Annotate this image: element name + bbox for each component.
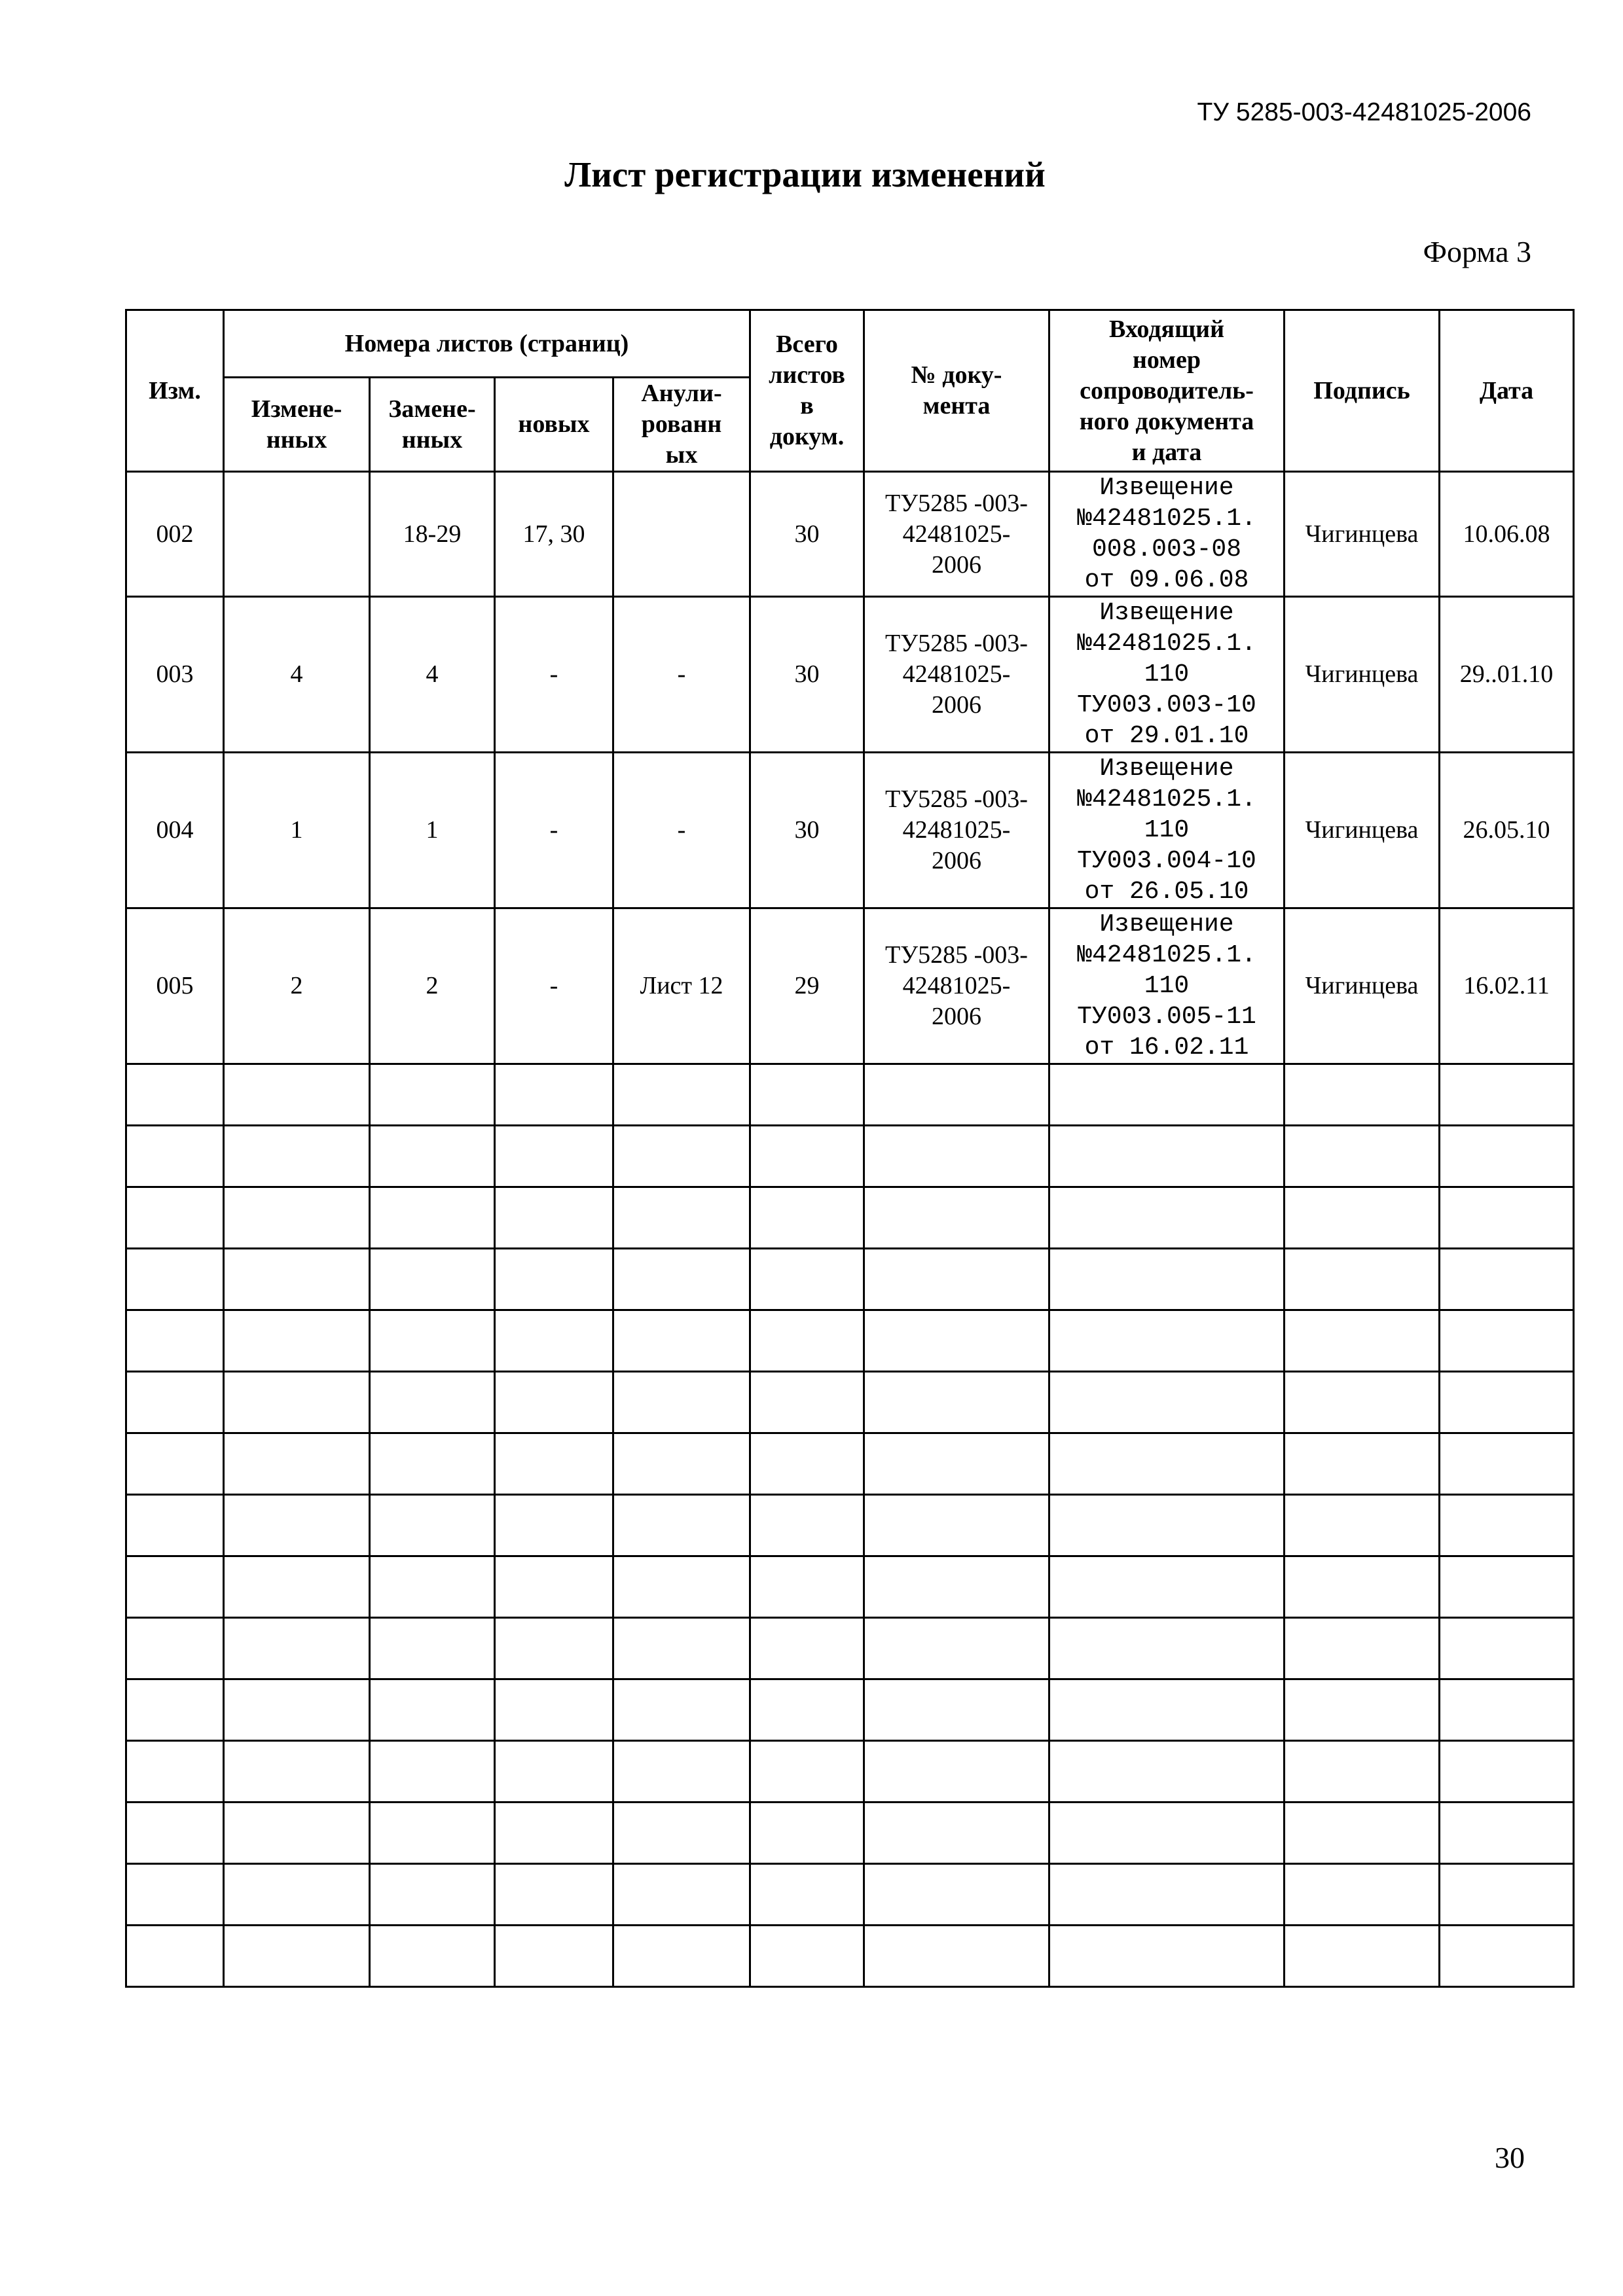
empty-cell xyxy=(370,1556,495,1618)
empty-cell xyxy=(370,1741,495,1803)
empty-cell xyxy=(613,1618,750,1679)
table-row xyxy=(126,597,1574,753)
empty-cell xyxy=(495,1495,613,1556)
empty-table-row xyxy=(126,1126,1574,1187)
empty-cell xyxy=(1285,1433,1440,1495)
empty-cell xyxy=(1285,1926,1440,1987)
empty-cell xyxy=(1440,1556,1574,1618)
cell-replaced: 2 xyxy=(370,908,495,1064)
cell-changed: 2 xyxy=(224,908,370,1064)
empty-cell xyxy=(224,1372,370,1433)
header-izm: Изм. xyxy=(126,310,224,472)
empty-cell xyxy=(1285,1310,1440,1372)
header-new: новых xyxy=(495,378,613,472)
empty-cell xyxy=(1049,1803,1285,1864)
empty-cell xyxy=(613,1803,750,1864)
cell-total: 30 xyxy=(750,472,864,597)
empty-cell xyxy=(370,1249,495,1310)
empty-cell xyxy=(224,1926,370,1987)
empty-cell xyxy=(864,1803,1049,1864)
empty-cell xyxy=(1285,1556,1440,1618)
empty-cell xyxy=(750,1864,864,1926)
empty-cell xyxy=(613,1926,750,1987)
empty-cell xyxy=(1285,1064,1440,1126)
empty-cell xyxy=(370,1126,495,1187)
empty-cell xyxy=(126,1126,224,1187)
empty-cell xyxy=(1285,1679,1440,1741)
empty-cell xyxy=(495,1372,613,1433)
empty-cell xyxy=(1049,1310,1285,1372)
empty-cell xyxy=(126,1187,224,1249)
document-code: ТУ 5285-003-42481025-2006 xyxy=(1197,98,1531,126)
empty-cell xyxy=(495,1803,613,1864)
cell-izm: 004 xyxy=(126,753,224,908)
table-row xyxy=(126,908,1574,1064)
page-number: 30 xyxy=(1495,2141,1525,2174)
empty-cell xyxy=(1049,1495,1285,1556)
empty-cell xyxy=(1285,1864,1440,1926)
empty-cell xyxy=(126,1741,224,1803)
empty-cell xyxy=(126,1433,224,1495)
empty-cell xyxy=(370,1926,495,1987)
empty-cell xyxy=(495,1433,613,1495)
empty-cell xyxy=(1285,1187,1440,1249)
empty-cell xyxy=(750,1310,864,1372)
empty-cell xyxy=(1049,1926,1285,1987)
empty-cell xyxy=(1440,1064,1574,1126)
empty-cell xyxy=(126,1618,224,1679)
empty-cell xyxy=(864,1126,1049,1187)
empty-cell xyxy=(750,1556,864,1618)
empty-table-row xyxy=(126,1741,1574,1803)
empty-cell xyxy=(224,1126,370,1187)
empty-cell xyxy=(224,1741,370,1803)
empty-cell xyxy=(370,1618,495,1679)
empty-cell xyxy=(750,1741,864,1803)
page-title-text: Лист регистрации изменений xyxy=(564,154,1046,194)
cell-new: - xyxy=(495,597,613,753)
cell-signature: Чигинцева xyxy=(1285,597,1440,753)
empty-cell xyxy=(1440,1126,1574,1187)
empty-cell xyxy=(495,1679,613,1741)
empty-cell xyxy=(1440,1433,1574,1495)
cell-changed: 4 xyxy=(224,597,370,753)
empty-table-row xyxy=(126,1310,1574,1372)
empty-cell xyxy=(1440,1926,1574,1987)
cell-date: 16.02.11 xyxy=(1440,908,1574,1064)
empty-cell xyxy=(750,1126,864,1187)
empty-cell xyxy=(750,1433,864,1495)
empty-cell xyxy=(613,1556,750,1618)
cell-incoming: Извещение №42481025.1. 110 ТУ003.003-10 от 29.01.10 xyxy=(1049,597,1285,753)
empty-cell xyxy=(864,1495,1049,1556)
empty-cell xyxy=(1049,1433,1285,1495)
cell-izm: 005 xyxy=(126,908,224,1064)
empty-cell xyxy=(495,1556,613,1618)
empty-cell xyxy=(613,1249,750,1310)
empty-cell xyxy=(224,1803,370,1864)
cell-new: - xyxy=(495,753,613,908)
header-incoming-number: Входящий номер сопроводитель- ного документа и дата xyxy=(1049,310,1285,472)
empty-cell xyxy=(1440,1495,1574,1556)
empty-cell xyxy=(1049,1679,1285,1741)
empty-cell xyxy=(1440,1803,1574,1864)
empty-cell xyxy=(864,1249,1049,1310)
empty-cell xyxy=(495,1187,613,1249)
empty-cell xyxy=(864,1372,1049,1433)
empty-cell xyxy=(613,1126,750,1187)
empty-cell xyxy=(750,1064,864,1126)
empty-table-row xyxy=(126,1433,1574,1495)
empty-cell xyxy=(1285,1126,1440,1187)
empty-cell xyxy=(495,1926,613,1987)
empty-cell xyxy=(613,1679,750,1741)
cell-annulled xyxy=(613,472,750,597)
cell-incoming: Извещение №42481025.1. 110 ТУ003.005-11 от 16.02.11 xyxy=(1049,908,1285,1064)
empty-cell xyxy=(1285,1495,1440,1556)
empty-cell xyxy=(864,1310,1049,1372)
cell-replaced: 1 xyxy=(370,753,495,908)
changes-registration-table xyxy=(125,309,1575,1988)
empty-cell xyxy=(495,1618,613,1679)
empty-table-row xyxy=(126,1064,1574,1126)
empty-cell xyxy=(126,1556,224,1618)
empty-table-row xyxy=(126,1926,1574,1987)
empty-cell xyxy=(224,1433,370,1495)
cell-incoming: Извещение №42481025.1. 008.003-08 от 09.06.08 xyxy=(1049,472,1285,597)
empty-cell xyxy=(495,1310,613,1372)
header-doc-number: № доку- мента xyxy=(864,310,1049,472)
header-date: Дата xyxy=(1440,310,1574,472)
cell-date: 10.06.08 xyxy=(1440,472,1574,597)
cell-annulled: - xyxy=(613,753,750,908)
empty-cell xyxy=(1049,1864,1285,1926)
empty-cell xyxy=(1049,1556,1285,1618)
empty-cell xyxy=(613,1310,750,1372)
form-label: Форма 3 xyxy=(1423,235,1531,268)
empty-cell xyxy=(1285,1803,1440,1864)
table-row xyxy=(126,753,1574,908)
empty-table-row xyxy=(126,1679,1574,1741)
empty-cell xyxy=(495,1064,613,1126)
empty-cell xyxy=(370,1433,495,1495)
empty-cell xyxy=(126,1679,224,1741)
cell-signature: Чигинцева xyxy=(1285,753,1440,908)
empty-cell xyxy=(613,1495,750,1556)
empty-cell xyxy=(1440,1310,1574,1372)
cell-changed xyxy=(224,472,370,597)
empty-cell xyxy=(864,1618,1049,1679)
empty-cell xyxy=(864,1926,1049,1987)
empty-cell xyxy=(750,1249,864,1310)
empty-cell xyxy=(224,1064,370,1126)
empty-cell xyxy=(1440,1741,1574,1803)
empty-cell xyxy=(1285,1618,1440,1679)
cell-signature: Чигинцева xyxy=(1285,908,1440,1064)
cell-annulled: Лист 12 xyxy=(613,908,750,1064)
empty-cell xyxy=(495,1126,613,1187)
empty-cell xyxy=(1440,1187,1574,1249)
empty-cell xyxy=(613,1372,750,1433)
empty-cell xyxy=(1049,1618,1285,1679)
empty-cell xyxy=(224,1618,370,1679)
empty-cell xyxy=(1049,1064,1285,1126)
cell-total: 30 xyxy=(750,753,864,908)
empty-cell xyxy=(864,1741,1049,1803)
empty-cell xyxy=(750,1679,864,1741)
empty-cell xyxy=(370,1495,495,1556)
empty-table-row xyxy=(126,1249,1574,1310)
cell-date: 29..01.10 xyxy=(1440,597,1574,753)
empty-cell xyxy=(750,1926,864,1987)
empty-cell xyxy=(224,1495,370,1556)
cell-doc-no: ТУ5285 -003- 42481025- 2006 xyxy=(864,908,1049,1064)
empty-cell xyxy=(126,1803,224,1864)
empty-cell xyxy=(126,1064,224,1126)
empty-cell xyxy=(613,1187,750,1249)
empty-cell xyxy=(495,1741,613,1803)
empty-cell xyxy=(750,1618,864,1679)
cell-izm: 003 xyxy=(126,597,224,753)
empty-cell xyxy=(1285,1741,1440,1803)
empty-cell xyxy=(126,1495,224,1556)
empty-cell xyxy=(224,1556,370,1618)
empty-cell xyxy=(126,1249,224,1310)
empty-cell xyxy=(1049,1372,1285,1433)
empty-cell xyxy=(1049,1187,1285,1249)
empty-cell xyxy=(864,1556,1049,1618)
empty-table-row xyxy=(126,1187,1574,1249)
empty-cell xyxy=(370,1864,495,1926)
cell-doc-no: ТУ5285 -003- 42481025- 2006 xyxy=(864,472,1049,597)
empty-cell xyxy=(495,1249,613,1310)
cell-replaced: 4 xyxy=(370,597,495,753)
empty-cell xyxy=(1440,1864,1574,1926)
empty-cell xyxy=(224,1864,370,1926)
cell-replaced: 18-29 xyxy=(370,472,495,597)
empty-cell xyxy=(613,1064,750,1126)
empty-cell xyxy=(1440,1249,1574,1310)
header-annulled: Анули- рованн ых xyxy=(613,378,750,472)
empty-cell xyxy=(1049,1126,1285,1187)
empty-cell xyxy=(224,1249,370,1310)
empty-cell xyxy=(864,1679,1049,1741)
empty-cell xyxy=(613,1433,750,1495)
header-changed: Измене- нных xyxy=(224,378,370,472)
header-signature: Подпись xyxy=(1285,310,1440,472)
empty-cell xyxy=(370,1803,495,1864)
cell-new: 17, 30 xyxy=(495,472,613,597)
empty-table-row xyxy=(126,1556,1574,1618)
cell-annulled: - xyxy=(613,597,750,753)
empty-cell xyxy=(1049,1249,1285,1310)
empty-table-row xyxy=(126,1372,1574,1433)
empty-cell xyxy=(750,1187,864,1249)
empty-cell xyxy=(864,1187,1049,1249)
header-replaced: Замене- нных xyxy=(370,378,495,472)
cell-signature: Чигинцева xyxy=(1285,472,1440,597)
cell-new: - xyxy=(495,908,613,1064)
empty-cell xyxy=(126,1372,224,1433)
cell-doc-no: ТУ5285 -003- 42481025- 2006 xyxy=(864,753,1049,908)
cell-changed: 1 xyxy=(224,753,370,908)
empty-cell xyxy=(864,1433,1049,1495)
empty-cell xyxy=(750,1495,864,1556)
empty-cell xyxy=(1285,1249,1440,1310)
empty-cell xyxy=(1440,1372,1574,1433)
empty-cell xyxy=(1285,1372,1440,1433)
page-title xyxy=(0,154,1623,195)
header-sheet-numbers: Номера листов (страниц) xyxy=(224,310,750,378)
empty-cell xyxy=(370,1679,495,1741)
empty-cell xyxy=(370,1187,495,1249)
empty-cell xyxy=(370,1310,495,1372)
empty-cell xyxy=(750,1372,864,1433)
empty-cell xyxy=(1049,1741,1285,1803)
empty-cell xyxy=(126,1864,224,1926)
empty-cell xyxy=(224,1679,370,1741)
cell-izm: 002 xyxy=(126,472,224,597)
empty-cell xyxy=(613,1864,750,1926)
empty-cell xyxy=(126,1310,224,1372)
cell-doc-no: ТУ5285 -003- 42481025- 2006 xyxy=(864,597,1049,753)
empty-table-row xyxy=(126,1618,1574,1679)
empty-cell xyxy=(864,1864,1049,1926)
empty-cell xyxy=(1440,1618,1574,1679)
empty-table-row xyxy=(126,1495,1574,1556)
empty-cell xyxy=(613,1741,750,1803)
empty-cell xyxy=(224,1310,370,1372)
cell-total: 30 xyxy=(750,597,864,753)
header-total-sheets: Всего листов в докум. xyxy=(750,310,864,472)
cell-total: 29 xyxy=(750,908,864,1064)
empty-cell xyxy=(370,1372,495,1433)
empty-table-row xyxy=(126,1803,1574,1864)
empty-cell xyxy=(370,1064,495,1126)
empty-table-row xyxy=(126,1864,1574,1926)
empty-cell xyxy=(750,1803,864,1864)
cell-incoming: Извещение №42481025.1. 110 ТУ003.004-10 от 26.05.10 xyxy=(1049,753,1285,908)
empty-cell xyxy=(495,1864,613,1926)
header-row-top xyxy=(126,310,1574,378)
empty-cell xyxy=(224,1187,370,1249)
empty-cell xyxy=(864,1064,1049,1126)
empty-cell xyxy=(126,1926,224,1987)
cell-date: 26.05.10 xyxy=(1440,753,1574,908)
empty-cell xyxy=(1440,1679,1574,1741)
table-row xyxy=(126,472,1574,597)
